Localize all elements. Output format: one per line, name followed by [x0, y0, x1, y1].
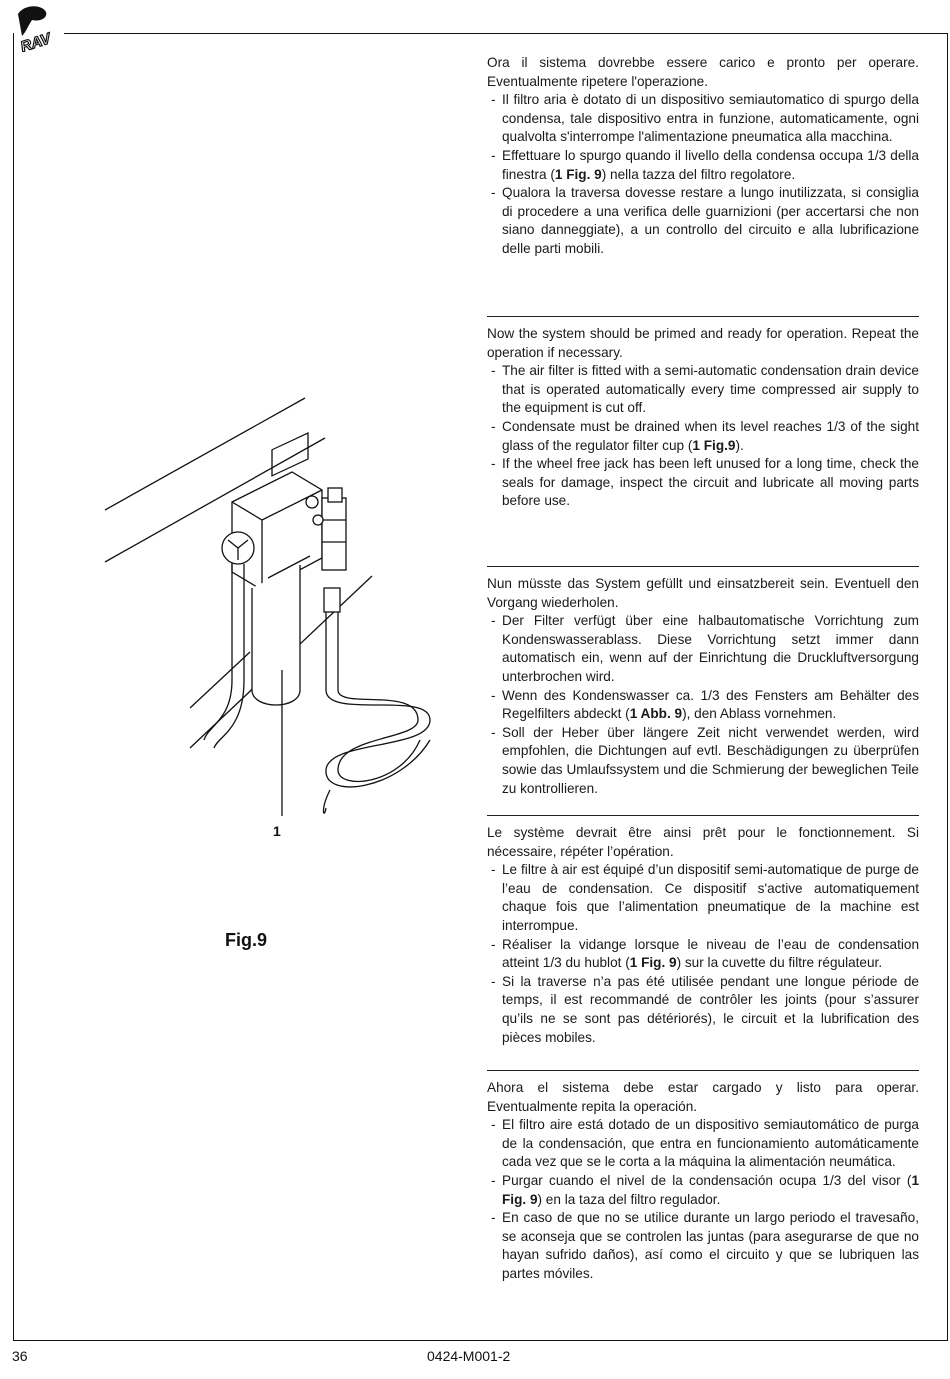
- bullet-item: - Condensate must be drained when its level reaches 1/3 of the sight glass of the regulator filter cup (1 Fig.9).: [487, 418, 919, 455]
- section-fr: [487, 815, 919, 1047]
- section-de: [487, 566, 919, 798]
- section-intro: Now the system should be primed and ready for operation. Repeat the operation if necessary.: [487, 326, 919, 360]
- figure-callout-1: 1: [273, 823, 281, 839]
- bullet-item: - Si la traverse n’a pas été utilisée pendant une longue période de temps, il est recommandé de contrôler les joints (pour s’assurer qu’ils ne se sont pas détériorés), le circuit et la lubrification des pièces mobiles.: [487, 973, 919, 1047]
- bullet-item: - Le filtre à air est équipé d’un dispositif semi-automatique de purge de l’eau de condensation. Ce dispositif s'active automatiquement chaque fois que l’alimentation pneumatique de la machine est interrompue.: [487, 861, 919, 935]
- bullet-item: - Il filtro aria è dotato di un dispositivo semiautomatico di spurgo della condensa, tale dispositivo entra in funzione, automaticamente, ogni qualvolta s'interrompe l'alimentazione pneumatica alla macchina.: [487, 91, 919, 147]
- section-divider: [487, 566, 919, 567]
- bullet-item: - Wenn des Kondenswasser ca. 1/3 des Fensters am Behälter des Regelfilters abdeckt (1 Abb. 9), den Ablass vornehmen.: [487, 687, 919, 724]
- bullet-item: - Der Filter verfügt über eine halbautomatische Vorrichtung zum Kondenswasserablass. Diese Vorrichtung setzt immer dann automatisch ein, wenn auf der Einrichtung die Druckluftversorgung unterbrochen wird.: [487, 612, 919, 686]
- section-en: [487, 316, 919, 511]
- section-intro: Nun müsste das System gefüllt und einsatzbereit sein. Eventuell den Vorgang wiederholen.: [487, 576, 919, 610]
- air-filter-illustration: [100, 390, 450, 830]
- bullet-item: - Effettuare lo spurgo quando il livello della condensa occupa 1/3 della finestra (1 Fig. 9) nella tazza del filtro regolatore.: [487, 147, 919, 184]
- section-divider: [487, 815, 919, 816]
- figure-caption: Fig.9: [225, 930, 268, 950]
- section-intro: Ahora el sistema debe estar cargado y listo para operar. Eventualmente repita la operación.: [487, 1080, 919, 1114]
- section-es: [487, 1070, 919, 1284]
- section-divider: [487, 316, 919, 317]
- section-it: [487, 54, 919, 259]
- bullet-item: - Réaliser la vidange lorsque le niveau de l’eau de condensation atteint 1/3 du hublot (1 Fig. 9) sur la cuvette du filtre régulateur.: [487, 936, 919, 973]
- page-number: 36: [12, 1348, 28, 1364]
- section-divider: [487, 1070, 919, 1071]
- bullet-item: - The air filter is fitted with a semi-automatic condensation drain device that is operated automatically every time compressed air supply to the equipment is cut off.: [487, 362, 919, 418]
- document-code: 0424-M001-2: [427, 1348, 511, 1364]
- bullet-item: - Purgar cuando el nivel de la condensación ocupa 1/3 del visor (1 Fig. 9) en la taza del filtro regulador.: [487, 1172, 919, 1209]
- section-intro: Le système devrait être ainsi prêt pour le fonctionnement. Si nécessaire, répéter l’opération.: [487, 825, 919, 859]
- page-frame-right-edge: [947, 33, 949, 1341]
- bullet-item: - El filtro aire está dotado de un dispositivo semiautomático de purga de la condensación, que entra en funcionamiento automáticamente cada vez que se le corta a la máquina la alimentación neumática.: [487, 1116, 919, 1172]
- bullet-item: - Soll der Heber über längere Zeit nicht verwendet werden, wird empfohlen, die Dichtungen auf evtl. Beschädigungen zu überprüfen sowie das Umlaufssystem und die Schmierung der beweglichen Teile zu kontrollieren.: [487, 724, 919, 798]
- rav-logo-icon: [14, 2, 64, 52]
- logo-text: RAV: [18, 30, 53, 52]
- bullet-item: - If the wheel free jack has been left unused for a long time, check the seals for damage, inspect the circuit and lubricate all moving parts before use.: [487, 455, 919, 511]
- bullet-item: - Qualora la traversa dovesse restare a lungo inutilizzata, si consiglia di procedere a una verifica delle guarnizioni (per accertarsi che non siano danneggiate), a un controllo del circuito e alla lubrificazione delle parti mobili.: [487, 184, 919, 258]
- bullet-item: - En caso de que no se utilice durante un largo periodo el travesaño, se aconseja que se controlen las juntas (para asegurarse de que no hayan sufrido daños), así como el circuito y que se lubriquen las partes móviles.: [487, 1209, 919, 1283]
- section-intro: Ora il sistema dovrebbe essere carico e pronto per operare. Eventualmente ripetere l'operazione.: [487, 55, 919, 89]
